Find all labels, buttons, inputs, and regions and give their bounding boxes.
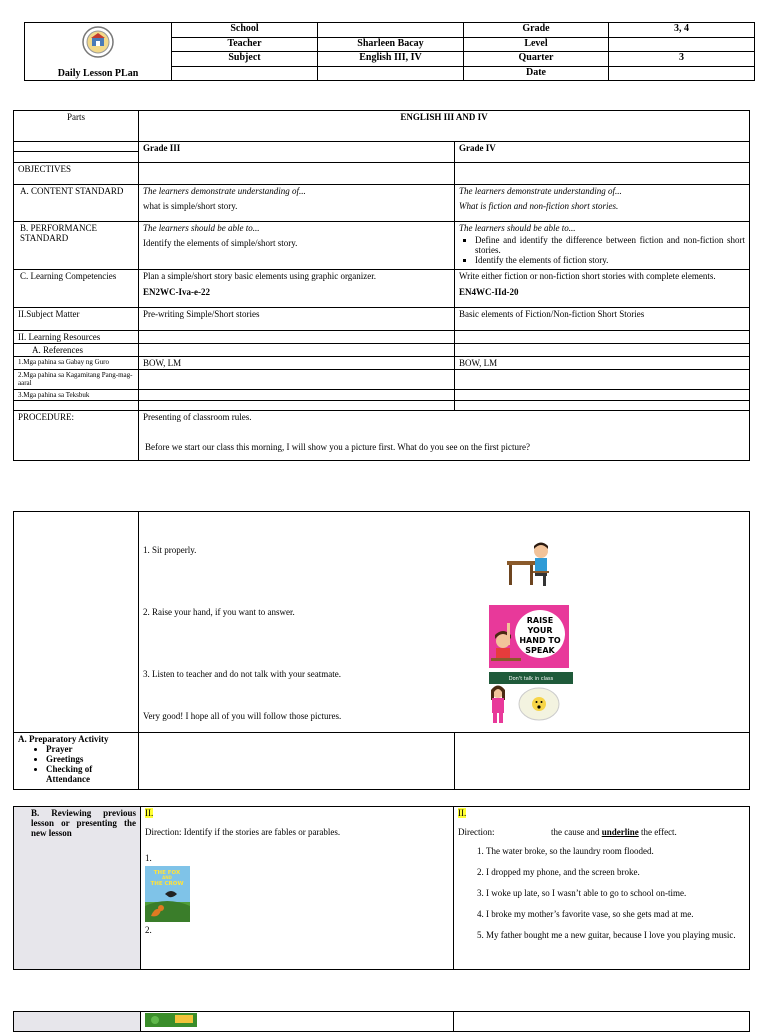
content-standard-label: A. CONTENT STANDARD xyxy=(14,185,139,222)
label-letter-spacer xyxy=(17,808,31,838)
performance-standard-label: B. PERFORMANCE STANDARD xyxy=(14,222,139,270)
blank-cell xyxy=(14,401,139,411)
blank-cell xyxy=(455,733,750,790)
speech-text: SPEAK xyxy=(525,646,555,655)
header-label xyxy=(172,66,318,81)
list-item: • Greetings xyxy=(46,754,134,764)
g3-text: Identify the elements of simple/short story. xyxy=(143,238,298,248)
review-g4-cell xyxy=(454,807,750,970)
g4-code: EN4WC-IId-20 xyxy=(459,287,519,297)
underline-word: underline xyxy=(601,827,639,837)
fox-crow-book-image xyxy=(145,866,190,922)
dont-talk-image xyxy=(487,670,573,725)
g3-code: EN2WC-Iva-e-22 xyxy=(143,287,210,297)
header-label: Subject xyxy=(172,52,318,67)
raise-hand-image xyxy=(489,605,569,668)
lesson-plan-table xyxy=(13,110,750,461)
speech-text: YOUR xyxy=(527,626,553,635)
blank-cell xyxy=(139,401,455,411)
blank-cell xyxy=(455,331,750,344)
ref2-label: 2.Mga pahina sa Kagamitang Pang-mag-aaral xyxy=(14,370,139,390)
direction-text: the cause and xyxy=(551,827,600,837)
ref1-label: 1.Mga pahina sa Gabay ng Guro xyxy=(14,357,139,370)
next-table xyxy=(13,1011,750,1032)
blank-cell xyxy=(14,512,139,733)
blank-cell xyxy=(139,163,455,185)
list-item: 5. My father bought me a new guitar, because I love you playing music. xyxy=(486,930,745,940)
blank-cell xyxy=(455,401,750,411)
header-label: Quarter xyxy=(464,52,609,67)
g4-marker: II. xyxy=(458,808,467,818)
board-text: Don't talk in class xyxy=(508,676,554,682)
header-value xyxy=(318,23,464,38)
content-standard-g4 xyxy=(455,185,750,222)
preparatory-label: A. Preparatory Activity xyxy=(18,734,109,744)
blank-cell xyxy=(455,370,750,390)
blank-cell xyxy=(454,1012,750,1032)
header-label: Teacher xyxy=(172,37,318,52)
header-label: Grade xyxy=(464,23,609,38)
ref1-g3: BOW, LM xyxy=(139,357,455,370)
g4-intro: The learners should be able to... xyxy=(459,223,576,233)
g3-intro: The learners demonstrate understanding of... xyxy=(143,186,306,196)
direction-text: the effect. xyxy=(641,827,677,837)
ref1-g4: BOW, LM xyxy=(455,357,750,370)
g4-direction xyxy=(458,827,745,837)
rule-item: 2. Raise your hand, if you want to answer. xyxy=(143,607,295,617)
header-value xyxy=(318,66,464,81)
review-label-cell xyxy=(14,807,141,970)
blank-cell xyxy=(455,390,750,401)
blank-cell xyxy=(14,1012,141,1032)
logo-cell xyxy=(25,23,172,81)
header-value xyxy=(609,37,755,52)
blank-cell xyxy=(139,344,455,357)
objectives-label: OBJECTIVES xyxy=(14,163,139,185)
preparatory-cell xyxy=(14,733,139,790)
book-title: THE FOX xyxy=(153,870,181,876)
blank-cell xyxy=(139,733,455,790)
header-value: 3 xyxy=(609,52,755,67)
rules-cell xyxy=(139,512,750,733)
list-item: 4. I broke my mother’s favorite vase, so she gets mad at me. xyxy=(486,909,745,919)
subject-matter-label: II.Subject Matter xyxy=(14,308,139,331)
performance-standard-g4 xyxy=(455,222,750,270)
header-value: 3, 4 xyxy=(609,23,755,38)
review-label: B. Reviewing previous lesson or presenting the new lesson xyxy=(31,808,136,838)
list-item: 3. I woke up late, so I wasn’t able to go to school on-time. xyxy=(486,888,745,898)
procedure-label: PROCEDURE: xyxy=(14,411,139,461)
list-item: • Checking of Attendance xyxy=(46,764,134,784)
references-label: A. References xyxy=(14,344,139,357)
procedure-cell xyxy=(139,411,750,461)
main-title: ENGLISH III AND IV xyxy=(139,111,750,142)
rule-item: 1. Sit properly. xyxy=(143,545,197,555)
competencies-g3 xyxy=(139,270,455,308)
school-seal-icon xyxy=(82,26,114,58)
ref3-label: 3.Mga pahina sa Teksbuk xyxy=(14,390,139,401)
g4-text: Write either fiction or non-fiction short stories with complete elements. xyxy=(459,271,716,281)
sit-properly-image xyxy=(505,539,553,591)
story-thumbnail-image xyxy=(145,1013,197,1027)
speech-text: HAND TO xyxy=(519,636,561,645)
g3-direction: Direction: Identify if the stories are fables or parables. xyxy=(145,827,341,837)
header-label: Level xyxy=(464,37,609,52)
header-value: English III, IV xyxy=(318,52,464,67)
competencies-label: C. Learning Competencies xyxy=(14,270,139,308)
list-item: 1. The water broke, so the laundry room flooded. xyxy=(486,846,745,856)
g3-item2: 2. xyxy=(145,925,152,935)
review-label-row xyxy=(17,808,136,838)
procedure-line2: Before we start our class this morning, I will show you a picture first. What do you see on the first picture? xyxy=(145,442,530,452)
blank-cell xyxy=(455,344,750,357)
g3-marker: II. xyxy=(145,808,154,818)
subject-matter-g4: Basic elements of Fiction/Non-fiction Short Stories xyxy=(455,308,750,331)
blank-cell xyxy=(139,390,455,401)
content-standard-g3 xyxy=(139,185,455,222)
subject-matter-g3: Pre-writing Simple/Short stories xyxy=(139,308,455,331)
header-value: Sharleen Bacay xyxy=(318,37,464,52)
list-item: 2. I dropped my phone, and the screen broke. xyxy=(486,867,745,877)
list-item: ▪ Identify the elements of fiction story. xyxy=(475,255,745,265)
header-label: Date xyxy=(464,66,609,81)
rules-table xyxy=(13,511,750,790)
learning-resources-label: II. Learning Resources xyxy=(14,331,139,344)
grade4-header: Grade IV xyxy=(455,142,750,163)
book-title: THE CROW xyxy=(150,881,184,887)
blank-cell xyxy=(455,163,750,185)
review-table xyxy=(13,806,750,970)
next-g3-cell xyxy=(141,1012,454,1032)
g3-text: Plan a simple/short story basic elements using graphic organizer. xyxy=(143,271,377,281)
speech-text: RAISE xyxy=(526,616,554,625)
procedure-line1: Presenting of classroom rules. xyxy=(143,412,252,422)
g3-intro: The learners should be able to... xyxy=(143,223,260,233)
g3-item1: 1. xyxy=(145,853,152,863)
rules-closing: Very good! I hope all of you will follow those pictures. xyxy=(143,711,342,721)
review-g3-cell xyxy=(141,807,454,970)
logo-title: Daily Lesson PLan xyxy=(57,68,139,79)
g4-text: What is fiction and non-fiction short stories. xyxy=(459,201,619,211)
blank-cell xyxy=(14,142,139,152)
list-item: ▪ Define and identify the difference between fiction and non-fiction short stories. xyxy=(475,235,745,255)
g4-intro: The learners demonstrate understanding of... xyxy=(459,186,622,196)
blank-cell xyxy=(139,370,455,390)
blank-cell xyxy=(14,152,139,163)
competencies-g4 xyxy=(455,270,750,308)
header-value xyxy=(609,66,755,81)
book-title: AND xyxy=(162,875,172,880)
g3-text: what is simple/short story. xyxy=(143,201,238,211)
header-label: School xyxy=(172,23,318,38)
blank-cell xyxy=(139,331,455,344)
grade3-header: Grade III xyxy=(139,142,455,163)
rule-item: 3. Listen to teacher and do not talk with your seatmate. xyxy=(143,669,341,679)
direction-label: Direction: xyxy=(458,827,495,837)
list-item: • Prayer xyxy=(46,744,134,754)
performance-standard-g3 xyxy=(139,222,455,270)
header-table xyxy=(24,22,755,81)
parts-header: Parts xyxy=(14,111,139,142)
